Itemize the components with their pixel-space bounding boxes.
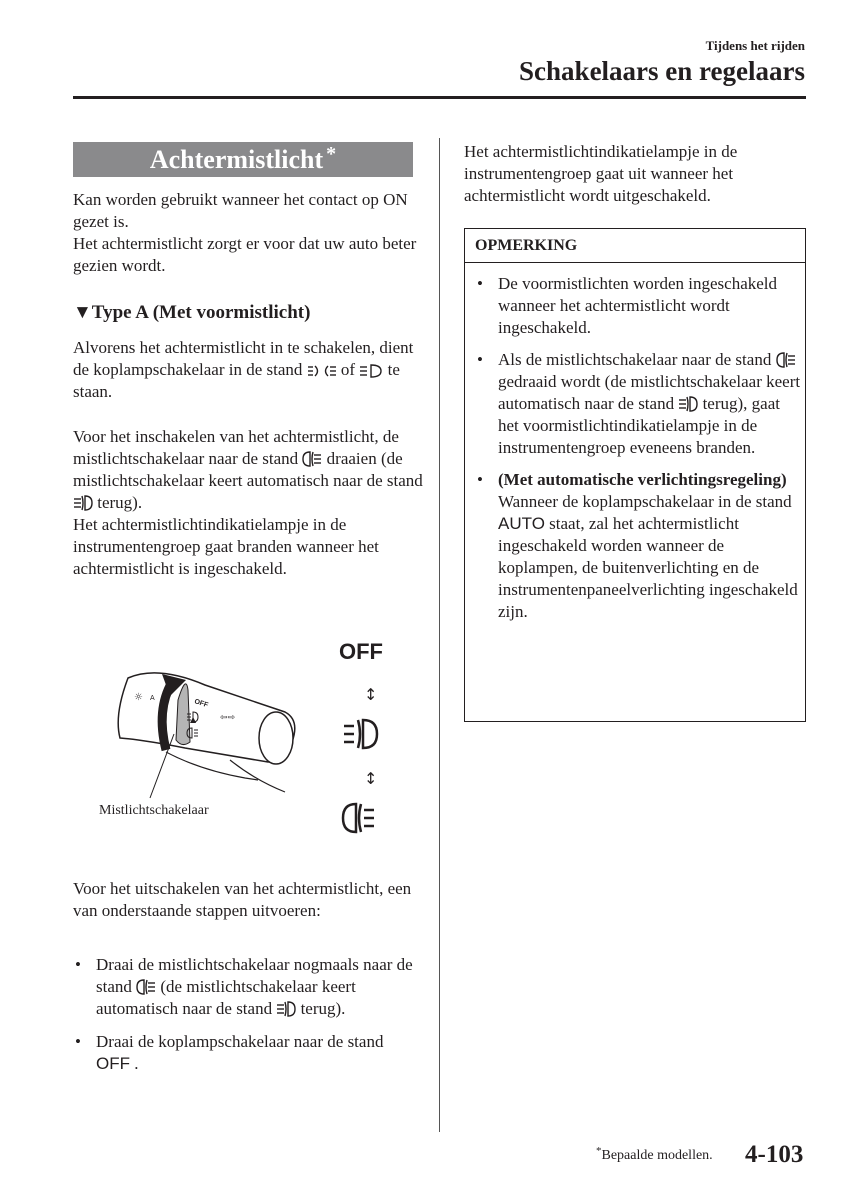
front-fog-icon xyxy=(344,720,377,748)
figure-caption: Mistlichtschakelaar xyxy=(99,803,209,818)
text-span: Wanneer de koplampschakelaar in de stand xyxy=(498,492,792,511)
indicator-sentence: Het achtermistlichtindikatielampje in de instrumentengroep gaat branden wanneer het achtermistlicht is ingeschakeld. xyxy=(73,515,379,578)
headlight-icon xyxy=(359,364,383,378)
section-banner xyxy=(73,142,413,177)
footer-note-text: Bepaalde modellen. xyxy=(601,1148,713,1163)
position-arrow-1: ↕ xyxy=(364,685,378,704)
note-list xyxy=(475,273,801,633)
text-span: terug). xyxy=(300,999,346,1018)
rear-fog-icon xyxy=(776,352,796,368)
paragraph-switch-off: Voor het uitschakelen van het achtermistlicht, een van onderstaande stappen uitvoeren: xyxy=(73,879,412,920)
subheading-type-a: ▼Type A (Met voormistlicht) xyxy=(73,302,311,323)
text-span: te staan. xyxy=(73,360,400,401)
footer-star: * xyxy=(596,1145,602,1157)
list-item xyxy=(475,273,801,339)
footer-note xyxy=(596,1145,713,1164)
off-position-label: OFF xyxy=(339,639,383,664)
header-rule xyxy=(73,96,806,99)
list-item xyxy=(73,954,418,1020)
text-span: (de mistlichtschakelaar keert automatisch naar de stand xyxy=(96,977,356,1018)
svg-text:⇦⇨: ⇦⇨ xyxy=(220,713,236,723)
note-box xyxy=(464,228,806,722)
text-span: terug). xyxy=(97,493,143,512)
banner-title: Achtermistlicht xyxy=(149,145,324,174)
text-span: . xyxy=(134,1054,139,1073)
rear-fog-icon xyxy=(136,979,156,995)
front-fog-icon xyxy=(276,1001,296,1017)
intro-line-2: Het achtermistlicht zorgt er voor dat uw auto beter gezien wordt. xyxy=(73,234,417,275)
svg-text:OFF: OFF xyxy=(193,698,209,710)
position-arrow-2: ↕ xyxy=(364,769,378,788)
section-label: Tijdens het rijden xyxy=(705,38,805,53)
parking-lights-icon xyxy=(307,364,337,378)
list-item xyxy=(73,1031,418,1075)
svg-text:☼: ☼ xyxy=(134,692,143,703)
note-title: OPMERKING xyxy=(465,229,805,263)
text-span: Draai de mistlichtschakelaar nogmaals naar de stand xyxy=(96,955,413,996)
rear-fog-icon xyxy=(302,451,322,467)
indicator-off-paragraph: Het achtermistlichtindikatielampje in de instrumentengroep gaat uit wanneer het achtermistlicht wordt uitgeschakeld. xyxy=(464,142,738,205)
page-number: 4-103 xyxy=(745,1141,804,1168)
text-span: Als de mistlichtschakelaar naar de stand xyxy=(498,350,772,369)
text-span: gedraaid wordt (de mistlichtschakelaar keert automatisch naar de stand xyxy=(498,372,801,413)
column-divider xyxy=(439,138,440,1132)
list-item xyxy=(475,469,801,623)
text-span: draaien (de mistlichtschakelaar keert automatisch naar de stand xyxy=(73,449,423,490)
page-title: Schakelaars en regelaars xyxy=(519,56,805,86)
banner-star: * xyxy=(326,143,337,165)
list-item xyxy=(475,349,801,459)
text-span: Alvorens het achtermistlicht in te schakelen, dient de koplampschakelaar in de stand xyxy=(73,338,414,379)
text-span: Draai de koplampschakelaar naar de stand xyxy=(96,1032,384,1051)
off-symbol: OFF xyxy=(96,1054,130,1073)
front-fog-icon xyxy=(678,396,698,412)
text-span: terug), gaat het voormistlichtindikatielampje in de instrumentengroep eveneens branden. xyxy=(498,394,780,457)
note-bold-heading: • (Met automatische verlichtingsregeling) xyxy=(498,470,787,489)
svg-text:A: A xyxy=(150,695,155,702)
intro-line-1: Kan worden gebruikt wanneer het contact op ON gezet is. xyxy=(73,190,408,231)
auto-symbol: AUTO xyxy=(498,514,545,533)
rear-fog-icon xyxy=(343,804,374,832)
front-fog-icon xyxy=(73,495,93,511)
svg-text:▲: ▲ xyxy=(190,715,197,724)
text-span: Voor het inschakelen van het achtermistlicht, de mistlichtschakelaar naar de stand xyxy=(73,427,399,468)
paragraph-switch-on xyxy=(73,426,423,580)
text-span: De voormistlichten worden ingeschakeld wanneer het achtermistlicht wordt ingeschakeld. xyxy=(498,274,778,337)
text-span: of xyxy=(340,360,356,379)
text-span: staat, zal het achtermistlicht ingeschakeld worden wanneer de koplampen, de buitenverlichting en de instrumentenpaneelverlichting ingeschakeld zijn. xyxy=(498,514,798,621)
intro-paragraph xyxy=(73,189,418,277)
switch-off-steps xyxy=(73,954,418,1086)
paragraph-before-switching xyxy=(73,337,418,403)
